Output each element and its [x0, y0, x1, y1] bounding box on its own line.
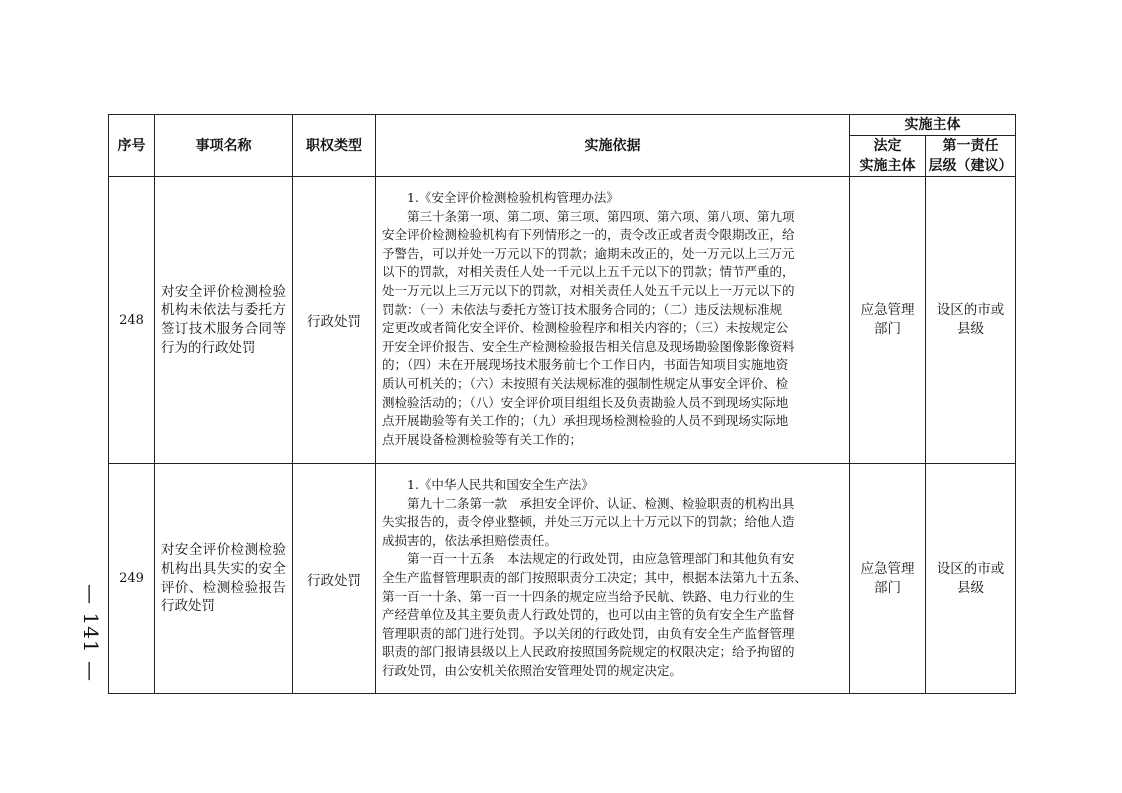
header-subject-group: 实施主体: [850, 115, 1016, 136]
row-type: 行政处罚: [293, 464, 376, 694]
header-index: 序号: [109, 115, 155, 177]
row-index: 248: [109, 177, 155, 464]
row-index: 249: [109, 464, 155, 694]
row-name: 对安全评价检测检验机构未依法与委托方签订技术服务合同等行为的行政处罚: [155, 177, 293, 464]
row-subject: 应急管理部门: [850, 177, 926, 464]
row-type: 行政处罚: [293, 177, 376, 464]
row-name: 对安全评价检测检验机构出具失实的安全评价、检测检验报告行政处罚: [155, 464, 293, 694]
header-first-level: 第一责任 层级（建议）: [926, 136, 1016, 177]
page-number: — 141 —: [79, 584, 104, 682]
header-basis: 实施依据: [376, 115, 850, 177]
row-basis: 1.《中华人民共和国安全生产法》 第九十二条第一款 承担安全评价、认证、检测、检验职责的机构出具 失实报告的，责令停业整顿，并处三万元以上十万元以下的罚款；给他人造 成损害的，依法承担赔偿责任。 第一百一十五条 本法规定的行政处罚，由应急管理部门和其他负有安 全生产监督管理职责的部门按照职责分工决定；其中，根据本法第九十五条、 第一百一十条、第一百一十四条的规定应当给予民航、铁路、电力行业的生 产经营单位及其主要负责人行政处罚的，也可以由主管的负有安全生产监督 管理职责的部门进行处罚。予以关闭的行政处罚，由负有安全生产监督管理 职责的部门报请县级以上人民政府按照国务院规定的权限决定；给予拘留的 行政处罚，由公安机关依照治安管理处罚的规定决定。: [376, 464, 850, 694]
header-name: 事项名称: [155, 115, 293, 177]
table-row: [109, 464, 1016, 694]
row-level: 设区的市或县级: [926, 464, 1016, 694]
row-basis: 1.《安全评价检测检验机构管理办法》 第三十条第一项、第二项、第三项、第四项、第六项、第八项、第九项 安全评价检测检验机构有下列情形之一的，责令改正或者责令限期改正，给 予警告，可以并处一万元以下的罚款；逾期未改正的，处一万元以上三万元 以下的罚款，对相关责任人处一千元以上五千元以下的罚款；情节严重的， 处一万元以上三万元以下的罚款，对相关责任人处五千元以上一万元以下的 罚款：（一）未依法与委托方签订技术服务合同的；（二）违反法规标准规 定更改或者简化安全评价、检测检验程序和相关内容的；（三）未按规定公 开安全评价报告、安全生产检测检验报告相关信息及现场勘验图像影像资料 的；（四）未在开展现场技术服务前七个工作日内，书面告知项目实施地资 质认可机关的；（六）未按照有关法规标准的强制性规定从事安全评价、检 测检验活动的；（八）安全评价项目组组长及负责勘验人员不到现场实际地 点开展勘验等有关工作的；（九）承担现场检测检验的人员不到现场实际地 点开展设备检测检验等有关工作的；: [376, 177, 850, 464]
permissions-table: [108, 114, 1016, 694]
table-row: [109, 177, 1016, 464]
row-subject: 应急管理部门: [850, 464, 926, 694]
header-legal-subject: 法定 实施主体: [850, 136, 926, 177]
header-type: 职权类型: [293, 115, 376, 177]
row-level: 设区的市或县级: [926, 177, 1016, 464]
